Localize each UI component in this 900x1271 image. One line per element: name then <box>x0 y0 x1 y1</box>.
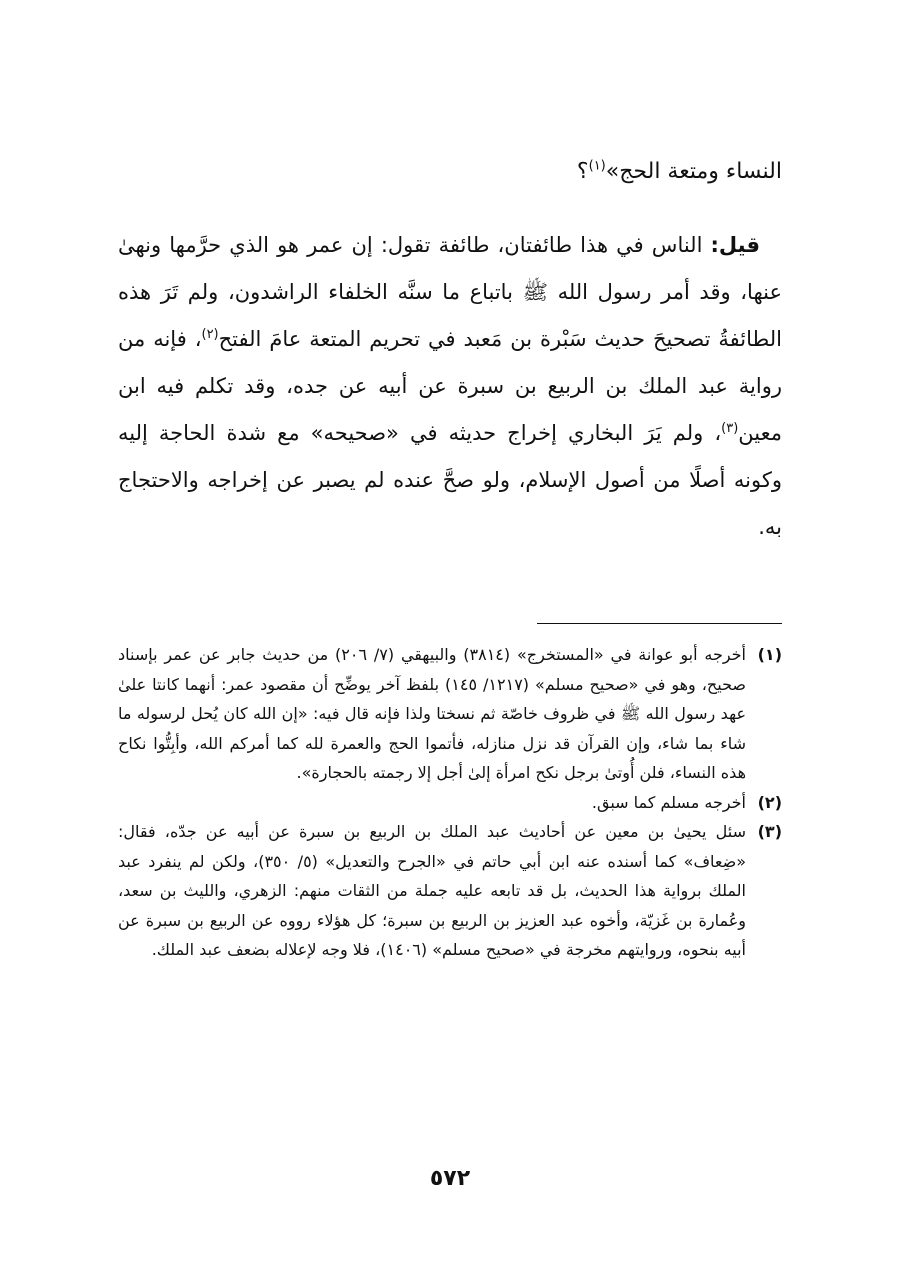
footnote-ref-2[interactable]: (٢) <box>201 327 219 342</box>
page-number: ٥٧٢ <box>429 1166 471 1191</box>
footnote-divider <box>537 623 782 624</box>
paragraph-text-part-3: ، ولم يَرَ البخاري إخراج حديثه في «صحيحه» مع شدة الحاجة إليه وكونه أصلًا من أصول الإسلام، ولو صحَّ عنده لم يصبر عن إخراجه والاحتجاج به. <box>118 421 782 539</box>
footnotes-list <box>118 640 782 965</box>
footnote-ref-3[interactable]: (٣) <box>721 421 739 436</box>
footnote-ref-1[interactable]: (١) <box>588 158 606 174</box>
footnote-number: (١) <box>757 645 782 664</box>
continued-text-line <box>577 150 782 194</box>
footnote-1 <box>118 640 782 788</box>
question-mark: ؟ <box>576 159 589 184</box>
footnote-text: أخرجه مسلم كما سبق. <box>591 792 746 812</box>
paragraph-lead-word: قيل: <box>710 233 760 257</box>
footnote-text: أخرجه أبو عوانة في «المستخرج» (٣٨١٤) والبيهقي (٧/ ٢٠٦) من حديث جابر عن عمر بإسناد صحيح، وهو في «صحيح مسلم» (١٢١٧/ ١٤٥) بلفظ آخر يوضِّح أن مقصود عمر: أنهما كانتا علىٰ عهد رسول الله ﷺ في ظروف خاصّة ثم نسختا ولذا فإنه قال فيه: «إن الله كان يُحل لرسوله ما شاء بما شاء، وإن القرآن قد نزل منازله، فأتموا الحج والعمرة لله كما أمركم الله، وأبِتُّوا نكاح هذه النساء، فلن أُوتىٰ برجل نكح امرأة إلىٰ أجل إلا رجمته بالحجارة». <box>118 645 747 782</box>
continued-text: النساء ومتعة الحج» <box>605 159 782 184</box>
book-page <box>118 0 782 1271</box>
footnote-3 <box>118 817 782 965</box>
footnote-number: (٢) <box>757 792 782 812</box>
footnote-2 <box>118 788 782 818</box>
footnote-text: سئل يحيىٰ بن معين عن أحاديث عبد الملك بن الربيع بن سبرة عن أبيه عن جدّه، فقال: «ضِعاف» كما أسنده عنه ابن أبي حاتم في «الجرح والتعديل» (٥/ ٣٥٠)، ولكن لم ينفرد عبد الملك برواية هذا الحديث، بل قد تابعه عليه جملة من الثقات منهم: الزهري، والليث بن سعد، وعُمارة بن غَزيّة، وأخوه عبد العزيز بن الربيع بن سبرة؛ كل هؤلاء رووه عن الربيع بن سبرة عن أبيه بنحوه، وروايتهم مخرجة في «صحيح مسلم» (١٤٠٦)، فلا وجه لإعلاله بضعف عبد الملك. <box>118 822 746 959</box>
main-paragraph <box>118 222 782 551</box>
paragraph-text-part-1: الناس في هذا طائفتان، طائفة تقول: إن عمر هو الذي حرَّمها ونهىٰ عنها، وقد أمر رسول الله ﷺ باتباع ما سنَّه الخلفاء الراشدون، ولم تَرَ هذه الطائفةُ تصحيحَ حديث سَبْرة بن مَعبد في تحريم المتعة عامَ الفتح <box>118 233 782 351</box>
footnote-number: (٣) <box>757 822 782 841</box>
paragraph-text-part-2: ، فإنه من رواية عبد الملك بن الربيع بن سبرة عن أبيه عن جده، وقد تكلم فيه ابن معين <box>118 327 782 445</box>
